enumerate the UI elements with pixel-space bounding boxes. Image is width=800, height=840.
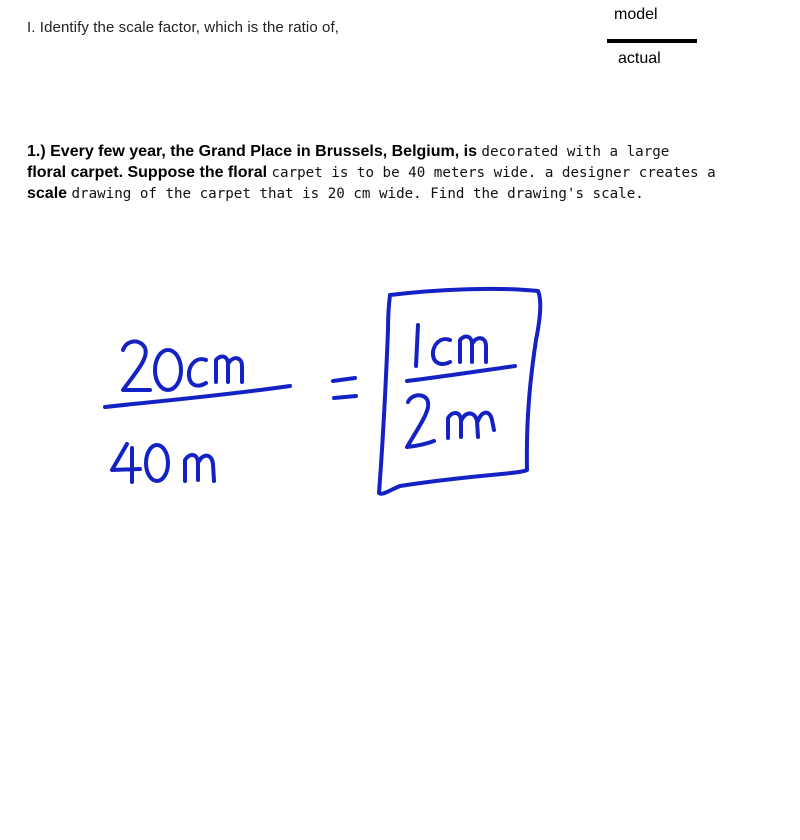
handwritten-answer-numerator-1cm (416, 325, 486, 366)
handwritten-equals-sign (333, 378, 356, 398)
problem-line-3-bold: scale (27, 185, 68, 202)
problem-line-1-mono: decorated with a large (481, 144, 670, 160)
handwritten-numerator-20cm (123, 341, 242, 390)
problem-line-2-mono: carpet is to be 40 meters wide. a designer creates a (271, 165, 716, 181)
handwritten-answer-denominator-2m (407, 395, 494, 447)
problem-line-1-bold: 1.) Every few year, the Grand Place in Brussels, Belgium, is (27, 143, 477, 160)
handwritten-denominator-40m (112, 444, 214, 482)
handwritten-fraction-bar-answer (407, 366, 515, 381)
answer-box (379, 289, 540, 494)
problem-line-2-bold: floral carpet. Suppose the floral (27, 164, 268, 181)
instruction-text: I. Identify the scale factor, which is the ratio of, (27, 19, 340, 36)
ratio-denominator: actual (618, 50, 661, 67)
problem-line-3-mono: drawing of the carpet that is 20 cm wide. Find the drawing's scale. (71, 186, 644, 202)
ratio-numerator: model (614, 6, 658, 23)
